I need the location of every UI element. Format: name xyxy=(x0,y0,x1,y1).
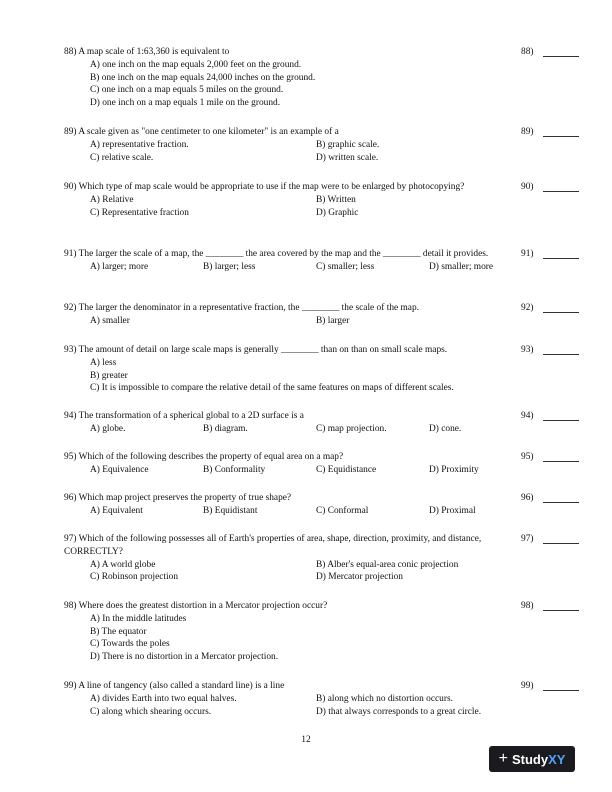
answer-number: 92) xyxy=(521,303,534,313)
option-a: A) larger; more xyxy=(90,261,149,272)
question-stem: 99) A line of tangency (also called a standard line) is a line xyxy=(64,681,285,691)
answer-blank-90[interactable] xyxy=(521,181,579,192)
answer-blank-93[interactable] xyxy=(521,344,579,355)
option-b: B) diagram. xyxy=(203,423,248,434)
question-96 xyxy=(64,492,514,518)
option-b: B) larger; less xyxy=(203,261,256,272)
option-d: D) written scale. xyxy=(316,152,379,163)
option-a: A) Equivalence xyxy=(90,464,149,475)
option-d: D) smaller; more xyxy=(429,261,494,272)
option-d: D) one inch on a map equals 1 mile on the ground. xyxy=(90,98,281,109)
option-b: B) Equidistant xyxy=(203,505,258,516)
option-a: A) representative fraction. xyxy=(90,139,189,150)
answer-blank-98[interactable] xyxy=(521,600,579,611)
option-c: C) Conformal xyxy=(316,505,369,516)
answer-number: 96) xyxy=(521,493,534,503)
option-b: B) Written xyxy=(316,194,356,205)
answer-number: 99) xyxy=(521,681,534,691)
option-b: B) Alber's equal-area conic projection xyxy=(316,559,459,570)
question-stem: 93) The amount of detail on large scale maps is generally ________ than on than on small scale maps. xyxy=(64,345,448,355)
question-98 xyxy=(64,600,514,664)
answer-blank-91[interactable] xyxy=(521,248,579,259)
option-c: C) Representative fraction xyxy=(90,207,189,218)
option-c: C) It is impossible to compare the relative detail of the same features on maps of different scales. xyxy=(90,383,454,394)
logo-text-study: Study xyxy=(511,751,549,767)
answer-number: 89) xyxy=(521,127,534,137)
answer-number: 91) xyxy=(521,249,534,259)
answer-number: 98) xyxy=(521,601,534,611)
question-stem: 97) Which of the following possesses all of Earth's properties of area, shape, direction, proximity, and distance, CORRECTLY? xyxy=(64,534,482,557)
question-stem: 96) Which map project preserves the property of true shape? xyxy=(64,493,292,503)
option-a: A) globe. xyxy=(90,423,126,434)
answer-number: 90) xyxy=(521,182,534,192)
question-stem: 92) The larger the denominator in a representative fraction, the ________ the scale of the map. xyxy=(64,303,419,313)
question-stem: 94) The transformation of a spherical global to a 2D surface is a xyxy=(64,411,304,421)
plus-icon: + xyxy=(498,750,508,767)
answer-number: 94) xyxy=(521,411,534,421)
question-92 xyxy=(64,302,514,328)
question-97 xyxy=(64,533,514,584)
option-d: D) Proximity xyxy=(429,464,479,475)
option-a: A) Equivalent xyxy=(90,505,143,516)
option-c: C) Equidistance xyxy=(316,464,377,475)
question-stem: 91) The larger the scale of a map, the ________ the area covered by the map and the ________ detail it provides. xyxy=(64,249,489,259)
option-c: C) relative scale. xyxy=(90,152,154,163)
option-a: A) less xyxy=(90,357,117,368)
option-d: D) Graphic xyxy=(316,207,359,218)
option-b: B) The equator xyxy=(90,626,147,637)
question-88 xyxy=(64,46,514,110)
option-a: A) In the middle latitudes xyxy=(90,613,187,624)
option-c: C) smaller; less xyxy=(316,261,375,272)
answer-number: 97) xyxy=(521,534,534,544)
answer-blank-96[interactable] xyxy=(521,492,579,503)
option-a: A) Relative xyxy=(90,194,134,205)
option-b: B) Conformality xyxy=(203,464,266,475)
answer-blank-95[interactable] xyxy=(521,451,579,462)
question-stem: 98) Where does the greatest distortion in a Mercator projection occur? xyxy=(64,601,328,611)
option-c: C) map projection. xyxy=(316,423,387,434)
option-b: B) graphic scale. xyxy=(316,139,380,150)
option-c: C) Robinson projection xyxy=(90,572,179,583)
option-d: D) that always corresponds to a great circle. xyxy=(316,706,482,717)
question-stem: 95) Which of the following describes the property of equal area on a map? xyxy=(64,452,344,462)
question-stem: 89) A scale given as "one centimeter to one kilometer" is an example of a xyxy=(64,127,339,137)
answer-blank-92[interactable] xyxy=(521,302,579,313)
option-b: B) one inch on the map equals 24,000 inches on the ground. xyxy=(90,72,316,83)
answer-blank-99[interactable] xyxy=(521,680,579,691)
question-99 xyxy=(64,680,514,718)
answer-blank-88[interactable] xyxy=(521,46,579,57)
question-stem: 90) Which type of map scale would be appropriate to use if the map were to be enlarged by photocopying? xyxy=(64,182,465,192)
option-d: D) Mercator projection xyxy=(316,572,403,583)
question-94 xyxy=(64,410,514,436)
option-d: D) There is no distortion in a Mercator projection. xyxy=(90,652,279,663)
question-93 xyxy=(64,344,514,395)
answer-number: 88) xyxy=(521,47,534,57)
studyxy-logo[interactable] xyxy=(489,746,575,772)
answer-blank-89[interactable] xyxy=(521,126,579,137)
option-b: B) larger xyxy=(316,315,350,326)
option-a: A) smaller xyxy=(90,315,130,326)
option-c: C) along which shearing occurs. xyxy=(90,706,212,717)
answer-number: 93) xyxy=(521,345,534,355)
answer-number: 95) xyxy=(521,452,534,462)
question-90 xyxy=(64,181,514,219)
question-95 xyxy=(64,451,514,477)
option-d: D) cone. xyxy=(429,423,462,434)
option-b: B) along which no distortion occurs. xyxy=(316,693,453,704)
question-89 xyxy=(64,126,514,164)
option-b: B) greater xyxy=(90,370,128,381)
question-stem: 88) A map scale of 1:63,360 is equivalent to xyxy=(64,47,230,57)
option-a: A) A world globe xyxy=(90,559,156,570)
logo-text-xy: XY xyxy=(548,751,566,767)
page-number: 12 xyxy=(301,735,311,745)
option-c: C) Towards the poles xyxy=(90,639,170,650)
option-a: A) one inch on the map equals 2,000 feet on the ground. xyxy=(90,59,302,70)
question-91 xyxy=(64,248,514,274)
option-d: D) Proximal xyxy=(429,505,476,516)
option-a: A) divides Earth into two equal halves. xyxy=(90,693,237,704)
option-c: C) one inch on a map equals 5 miles on the ground. xyxy=(90,85,284,96)
answer-blank-97[interactable] xyxy=(521,533,579,544)
answer-blank-94[interactable] xyxy=(521,410,579,421)
